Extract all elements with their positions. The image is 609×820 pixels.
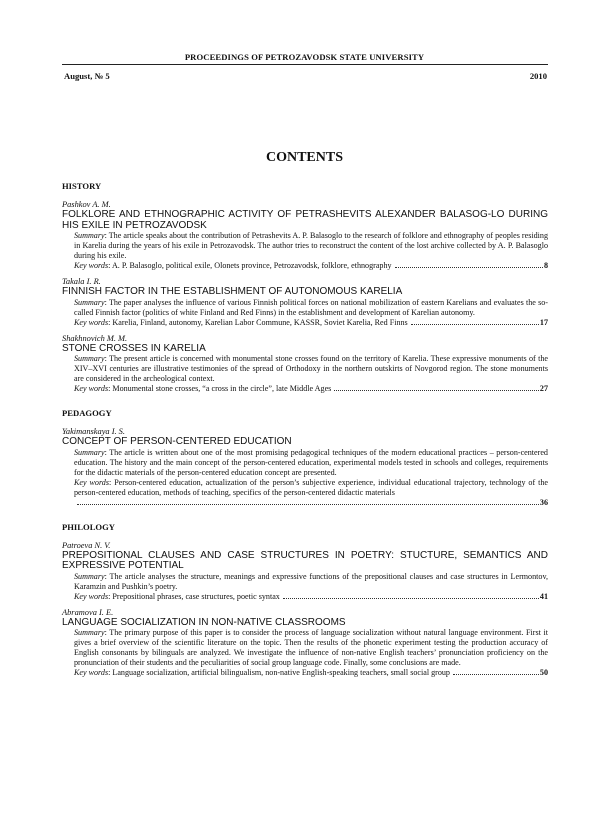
- toc-entry: [62, 608, 548, 679]
- keywords-label: Key words: [74, 591, 109, 601]
- contents-list: [62, 181, 548, 684]
- summary-label: Summary: [74, 354, 105, 363]
- leader-dots: [283, 598, 539, 599]
- entry-author: Takala I. R.: [62, 277, 101, 286]
- section-pedagogy: PEDAGOGY: [62, 408, 112, 418]
- entry-title: FINNISH FACTOR IN THE ESTABLISHMENT OF AUTONOMOUS KARELIA: [62, 286, 403, 297]
- entry-keywords: Key words: Person-centered education, actualization of the person’s subjective experience, individual educational trajectory, technology of the person-centered education, methods of teaching, specifics of the person-centered didactic materials: [74, 477, 548, 497]
- keywords-text: Prepositional phrases, case structures, poetic syntax: [112, 591, 280, 601]
- leader-dots: [411, 324, 539, 325]
- summary-label: Summary: [74, 628, 105, 637]
- keywords-label: Key words: [74, 668, 109, 677]
- summary-label: Summary: [74, 571, 105, 581]
- entry-keywords: Key words: A. P. Balasoglo, political exile, Olonets province, Petrozavodsk, folklore, ethnography 8: [74, 261, 548, 270]
- entry-author: Yakimanskaya I. S.: [62, 427, 125, 436]
- entry-summary: Summary: The article analyses the structure, meanings and expressive functions of the prepositional clauses and case structures in Lermontov, Karamzin and Pushkin’s poetry.: [74, 571, 548, 591]
- summary-text: The article is written about one of the most promising pedagogical techniques of the modern educational practices – person-centered education. The history and the main concept of the person-centered education, experimental models tested in schools and colleges, requirements for the didactic materials of the person-centered education concept are presented.: [74, 447, 548, 477]
- issue-label: August, № 5: [64, 71, 110, 81]
- summary-text: The article analyses the structure, meanings and expressive functions of the prepositional clauses and case structures in Lermontov, Karamzin and Pushkin’s poetry.: [74, 571, 548, 591]
- summary-label: Summary: [74, 447, 105, 457]
- leader-dots: [334, 390, 539, 391]
- entry-summary: Summary: The article speaks about the contribution of Petrashevits A. P. Balasoglo to the research of folklore and ethnography of peoples residing in Karelia during the years of his exile in Petrozavodsk. The author tries to reconstruct the content of the lost archive collected by A. P. Balasoglo during his exile.: [74, 231, 548, 260]
- summary-text: The article speaks about the contribution of Petrashevits A. P. Balasoglo to the research of folklore and ethnography of peoples residing in Karelia during the years of his exile in Petrozavodsk. The author tries to reconstruct the content of the lost archive collected by A. P. Balasoglo during his exile.: [74, 231, 548, 260]
- keywords-text: Person-centered education, actualization of the person’s subjective experience, individual educational trajectory, technology of the person-centered education, methods of teaching, specifics of the person-centered didactic materials: [74, 477, 548, 497]
- toc-entry: [62, 200, 548, 271]
- summary-label: Summary: [74, 297, 105, 307]
- keywords-text: A. P. Balasoglo, political exile, Olonets province, Petrozavodsk, folklore, ethnography: [111, 261, 392, 270]
- journal-title: PROCEEDINGS OF PETROZAVODSK STATE UNIVERSITY: [184, 52, 425, 62]
- page-number: 27: [539, 384, 548, 393]
- entry-title: FOLKLORE AND ETHNOGRAPHIC ACTIVITY OF PETRASHEVITS ALEXANDER BALASOG-LO DURING HIS EXILE IN PETROZAVODSK: [62, 209, 548, 231]
- entry-summary: Summary: The present article is concerned with monumental stone crosses found on the territory of Karelia. These expressive monuments of the XIV–XVI centuries are illustrative testimonies of the spread of Orthodoxy in the northern outskirts of Novgorod region. The stone monuments are considered in the archeological context.: [74, 354, 548, 383]
- entry-author: Pashkov A. M.: [62, 200, 111, 209]
- entry-keywords: Key words: Prepositional phrases, case structures, poetic syntax 41: [74, 591, 548, 601]
- keywords-label: Key words: [74, 261, 109, 270]
- keywords-text: Monumental stone crosses, “a cross in the circle”, late Middle Ages: [112, 384, 332, 393]
- keywords-text: Language socialization, artificial bilingualism, non-native English-speaking teachers, small social group: [112, 668, 450, 677]
- keywords-label: Key words: [74, 384, 109, 393]
- summary-text: The present article is concerned with monumental stone crosses found on the territory of Karelia. These expressive monuments of the XIV–XVI centuries are illustrative testimonies of the spread of Orthodoxy in the northern outskirts of Novgorod region. The stone monuments are considered in the archeological context.: [74, 354, 548, 383]
- entry-title: PREPOSITIONAL CLAUSES AND CASE STRUCTURES IN POETRY: STUCTURE, SEMANTICS AND EXPRESSIVE POTENTIAL: [62, 549, 548, 571]
- leader-dots: [77, 504, 539, 505]
- entry-author: Patroeva N. V.: [62, 540, 111, 550]
- leader-dots: [453, 674, 539, 675]
- entry-title: STONE CROSSES IN KARELIA: [62, 342, 206, 354]
- entry-page-line: [62, 498, 548, 508]
- section-philology: PHILOLOGY: [62, 521, 116, 532]
- keywords-text: Karelia, Finland, autonomy, Karelian Labor Commune, KASSR, Soviet Karelia, Red Finns: [112, 317, 408, 327]
- entry-summary: Summary: The paper analyses the influence of various Finnish political forces on national mobilization of eastern Karelians and evaluates the so-called Finnish factor (politics of white Finland and Red Finns) in the establishment and development of Karelian autonomy.: [74, 297, 548, 317]
- summary-label: Summary: [74, 231, 105, 240]
- entry-keywords: Key words: Language socialization, artificial bilingualism, non-native English-speaking teachers, small social group 50: [74, 668, 548, 677]
- entry-summary: Summary: The article is written about one of the most promising pedagogical techniques of the modern educational practices – person-centered education. The history and the main concept of the person-centered education, experimental models tested in schools and colleges, requirements for the didactic materials of the person-centered education concept are presented.: [74, 447, 548, 477]
- page-number: 41: [539, 591, 548, 601]
- toc-entry: [62, 541, 548, 602]
- entry-title: CONCEPT OF PERSON-CENTERED EDUCATION: [62, 436, 292, 447]
- entry-keywords: Key words: Monumental stone crosses, “a cross in the circle”, late Middle Ages 27: [74, 384, 548, 393]
- entry-summary: Summary: The primary purpose of this paper is to consider the process of language socialization without natural language environment. First it gives a brief overview of the scientific literature on the topic. Then the results of the phonetic experiment testing the production accuracy of English consonants by bilinguals are analyzed. We investigate the influence of non-native English teachers’ pronunciation proficiency on the pronunciation of their students and the peculiarities of social group language code. Finally, some conclusions are made.: [74, 628, 548, 667]
- summary-text: The primary purpose of this paper is to consider the process of language socialization without natural language environment. First it gives a brief overview of the scientific literature on the topic. Then the results of the phonetic experiment testing the production accuracy of English consonants by bilinguals are analyzed. We investigate the influence of non-native English teachers’ pronunciation proficiency on the pronunciation of their students and the peculiarities of social group language code. Finally, some conclusions are made.: [74, 628, 548, 667]
- entry-author: Abramova I. E.: [62, 607, 114, 617]
- year-label: 2010: [529, 71, 547, 81]
- header-rule: [62, 64, 548, 65]
- leader-dots: [395, 267, 543, 268]
- summary-text: The paper analyses the influence of various Finnish political forces on national mobilization of eastern Karelians and evaluates the so-called Finnish factor (politics of white Finland and Red Finns) in the establishment and development of Karelian autonomy.: [74, 297, 548, 317]
- page-number: 36: [539, 497, 548, 507]
- contents-heading: CONTENTS: [265, 150, 344, 165]
- toc-entry: [62, 334, 548, 395]
- toc-entry: [62, 427, 548, 508]
- page-number: 50: [539, 668, 548, 677]
- keywords-label: Key words: [74, 317, 109, 327]
- entry-author: Shakhnovich M. M.: [62, 333, 128, 343]
- section-history: HISTORY: [62, 181, 102, 191]
- page-number: 17: [539, 317, 548, 327]
- page-number: 8: [543, 261, 548, 270]
- entry-title: LANGUAGE SOCIALIZATION IN NON-NATIVE CLASSROOMS: [62, 616, 346, 628]
- keywords-label: Key words: [74, 477, 110, 487]
- toc-entry: [62, 277, 548, 328]
- entry-keywords: Key words: Karelia, Finland, autonomy, Karelian Labor Commune, KASSR, Soviet Karelia, Red Finns 17: [74, 317, 548, 327]
